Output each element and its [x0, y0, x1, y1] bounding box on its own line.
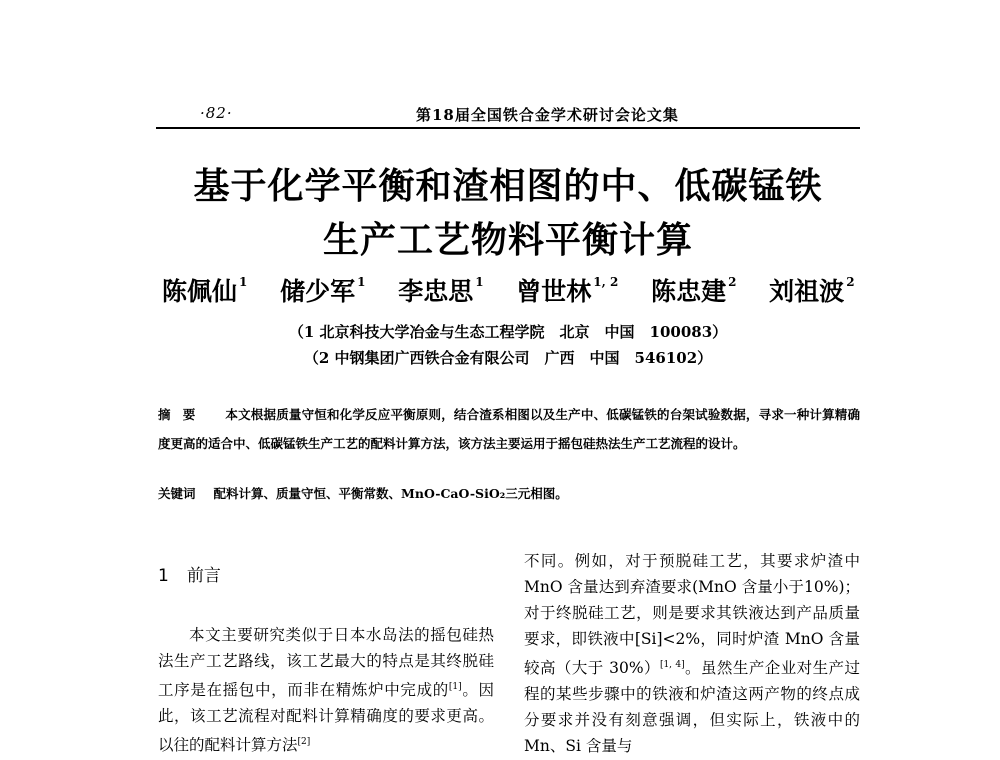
affiliation-2: （2 中钢集团广西铁合金有限公司 广西 中国 546102）: [303, 349, 713, 367]
author-list: [150, 272, 866, 308]
author: 刘祖波 $^2$: [769, 275, 855, 306]
section-heading: [158, 561, 221, 586]
author: 陈忠建 $^2$: [651, 275, 737, 306]
author: 储少军 $^1$: [280, 275, 366, 306]
running-title: 第18届全国铁合金学术研讨会论文集: [416, 106, 679, 124]
author: 曾世林 $^{1, 2}$: [516, 275, 619, 306]
paragraph-text: 本文主要研究类似于日本水岛法的摇包硅热法生产工艺路线，该工艺最大的特点是其终脱硅工序是在摇包中，而非在精炼炉中完成的: [158, 626, 494, 699]
section-title: 前言: [186, 566, 221, 586]
citation: [2]: [297, 737, 311, 747]
header-rule: [156, 127, 860, 129]
paper-title-line-2: 生产工艺物料平衡计算: [322, 220, 693, 261]
paper-title-line-1: 基于化学平衡和渣相图的中、低碳锰铁: [193, 166, 823, 207]
author: 陈佩仙 $^1$: [162, 275, 248, 306]
paragraph-text: 不同。例如，对于预脱硅工艺，其要求炉渣中 MnO 含量达到弃渣要求(MnO 含量小于10%)；对于终脱硅工艺，则是要求其铁液达到产品质量要求，即铁液中[Si]<2%，同时炉渣 MnO 含量较高（大于 30%）: [524, 552, 860, 677]
page-number: ·82·: [200, 104, 233, 122]
paragraph-text: 。虽然生产企业对生产过程的某些步骤中的铁液和炉渣这两产物的终点成分要求并没有刻意强调，但实际上，铁液中的 Mn、Si 含量与: [524, 659, 860, 755]
keywords: [158, 484, 860, 502]
keywords-text: 配料计算、质量守恒、平衡常数、MnO-CaO-SiO₂三元相图。: [213, 486, 568, 501]
citation: [1, 4]: [659, 660, 685, 670]
citation: [1]: [448, 682, 462, 692]
abstract-text: 本文根据质量守恒和化学反应平衡原则，结合渣系相图以及生产中、低碳锰铁的台架试验数据，寻求一种计算精确度更高的适合中、低碳锰铁生产工艺的配料计算方法，该方法主要运用于摇包硅热法生产工艺流程的设计。: [158, 407, 860, 451]
section-number: 1: [158, 566, 169, 586]
abstract-label: 摘要: [158, 407, 208, 422]
abstract: [158, 400, 860, 458]
keywords-label: 关键词: [158, 486, 196, 501]
body-column-right: [524, 548, 860, 759]
affiliation-1: （1 北京科技大学冶金与生态工程学院 北京 中国 100083）: [288, 323, 728, 341]
author: 李忠思 $^1$: [398, 275, 484, 306]
paragraph-text: 。因此，该工艺流程对配料计算精确度的要求更高。以往的配料计算方法: [158, 681, 494, 754]
body-column-left: [158, 622, 494, 758]
